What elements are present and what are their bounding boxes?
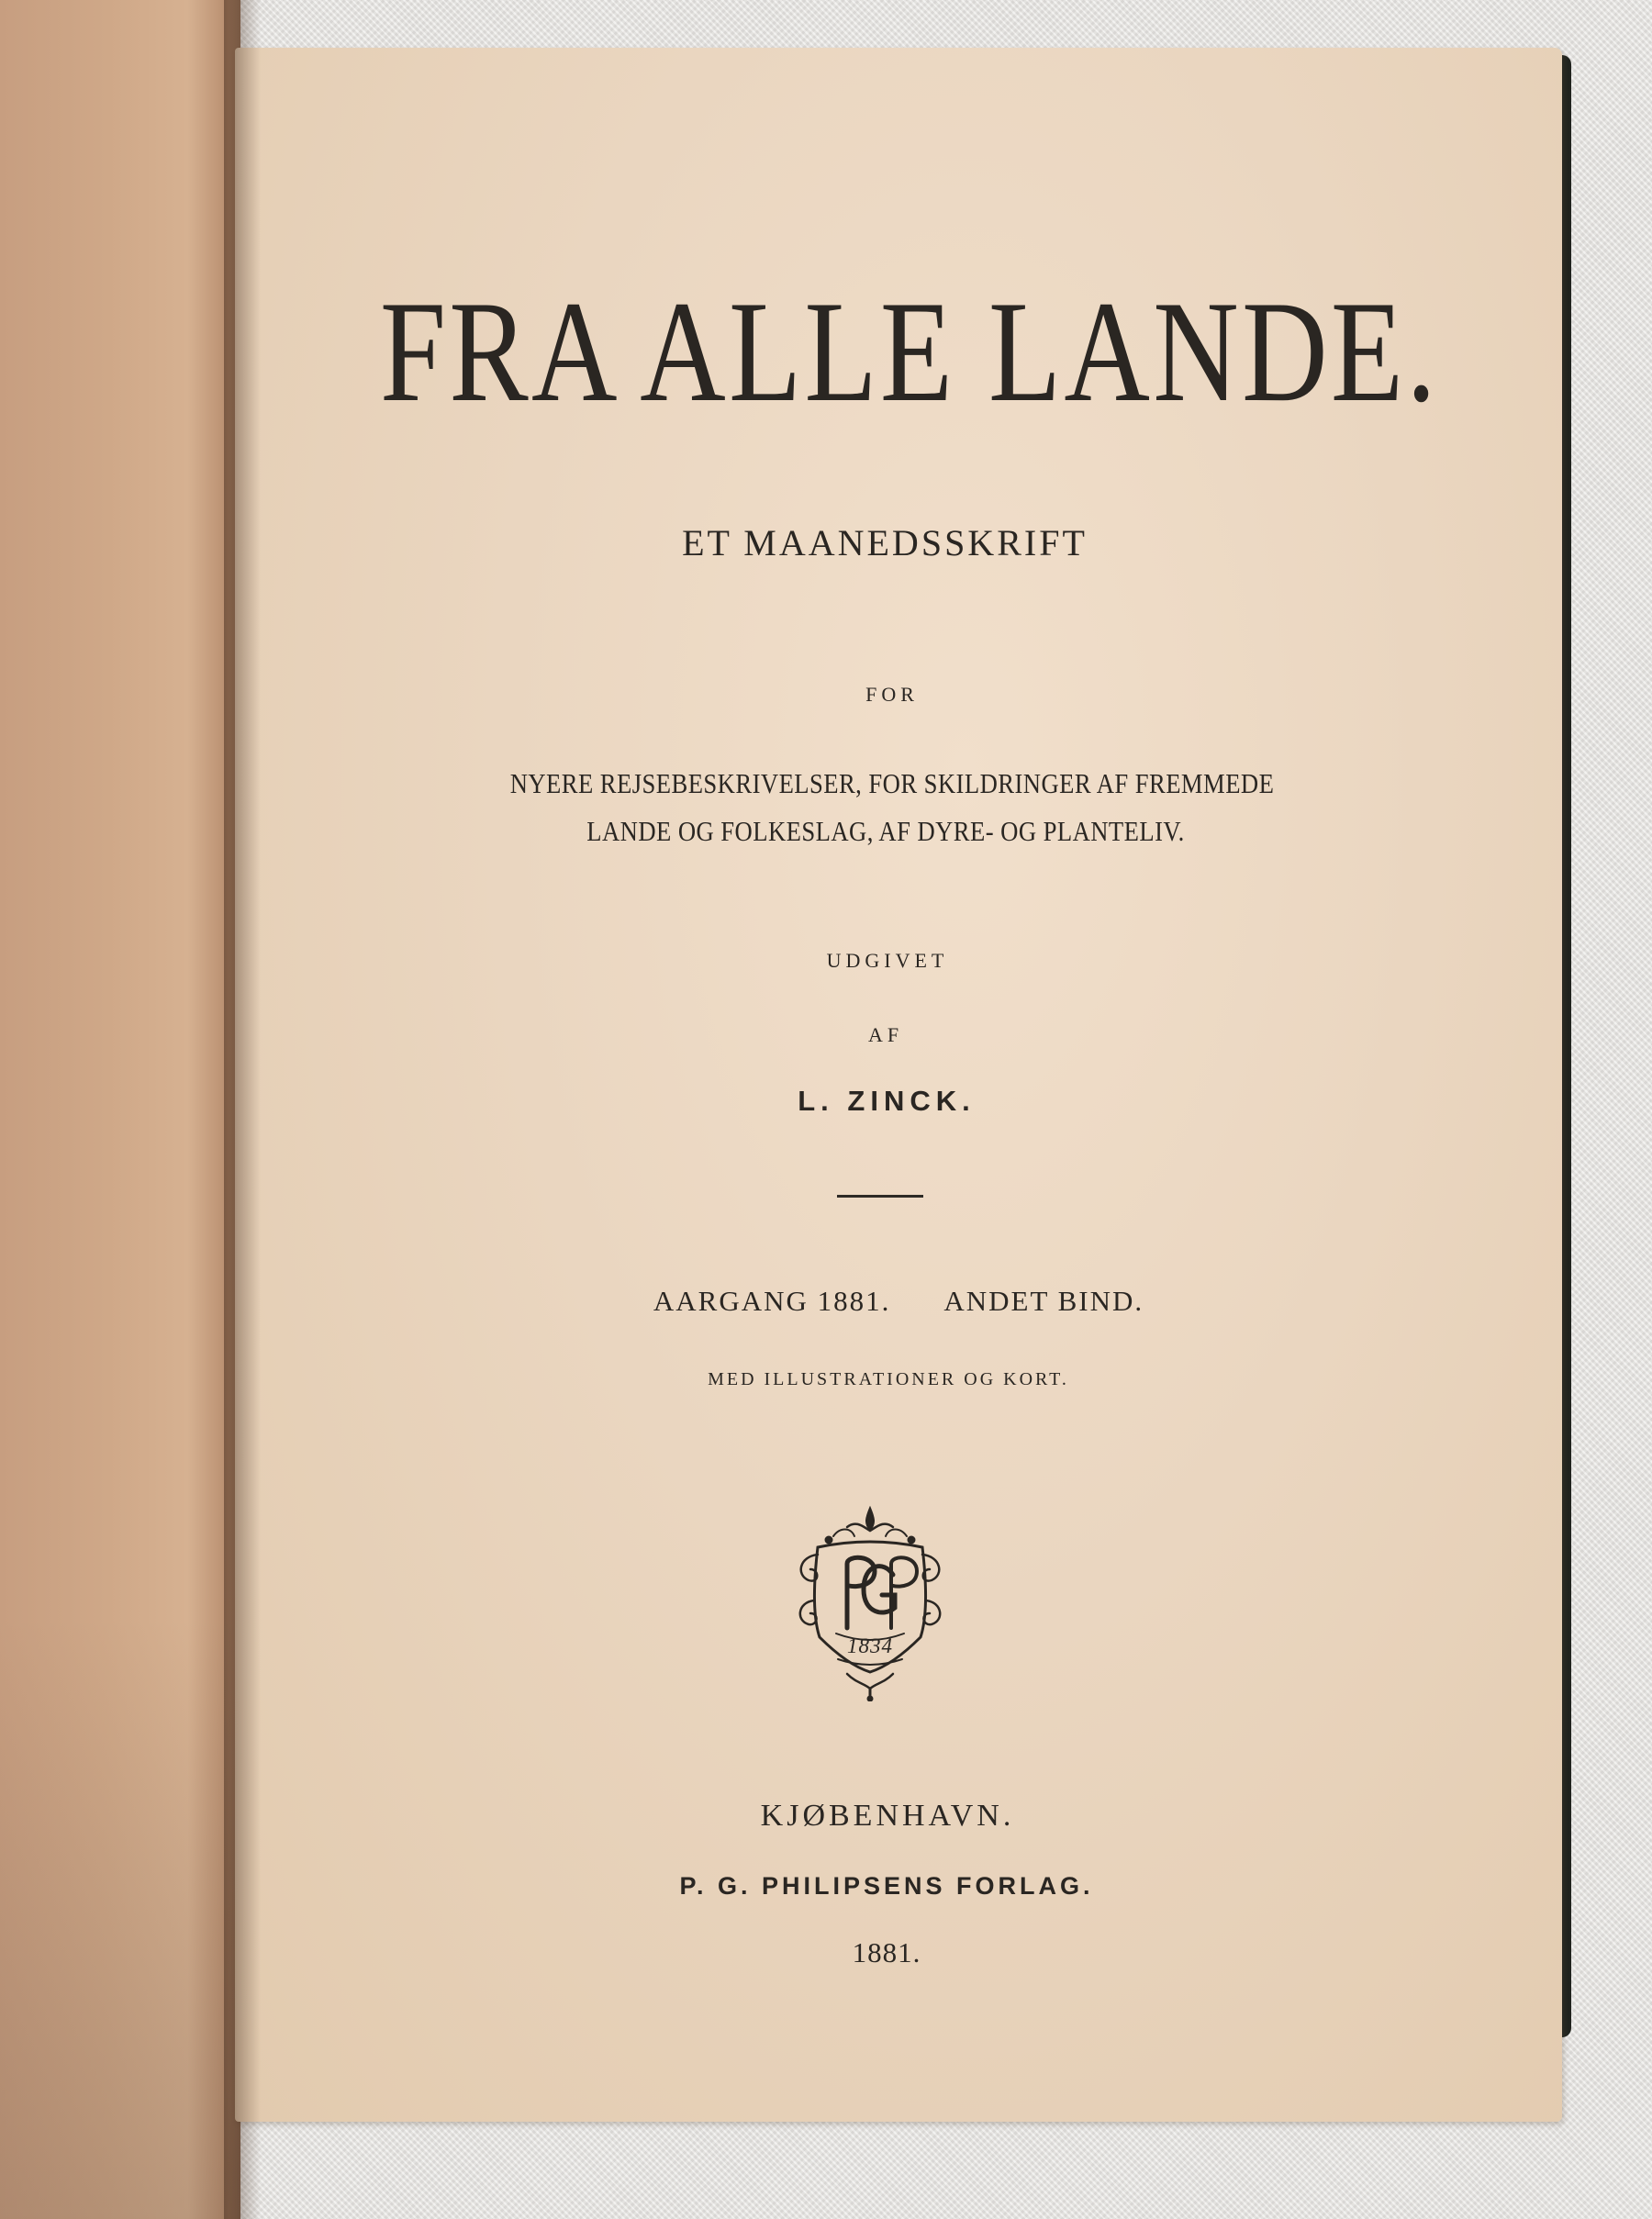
book-gutter-shadow: [224, 0, 261, 2219]
emblem-year: 1834: [847, 1634, 893, 1657]
editor-name: L. ZINCK.: [798, 1085, 976, 1117]
illustrations-note: MED ILLUSTRATIONER OG KORT.: [708, 1369, 1069, 1389]
book-subtitle: ET MAANEDSSKRIFT: [682, 522, 1088, 563]
publication-year: 1881.: [852, 1936, 921, 1968]
publisher-name: P. G. PHILIPSENS FORLAG.: [679, 1872, 1094, 1900]
publication-city: KJØBENHAVN.: [760, 1799, 1015, 1833]
publisher-monogram-emblem-icon: [783, 1500, 957, 1701]
for-label: FOR: [865, 683, 919, 706]
volume-year: AARGANG 1881.: [653, 1285, 891, 1317]
left-page-shadow: [0, 1615, 240, 2219]
title-page: [235, 48, 1562, 2122]
published-label: UDGIVET: [826, 949, 949, 972]
book-title: FRA ALLE LANDE.: [379, 272, 1440, 432]
description-line-2: LANDE OG FOLKESLAG, AF DYRE- OG PLANTELIV.: [586, 815, 1185, 847]
volume-info: [235, 1285, 1562, 1318]
by-label: AF: [867, 1023, 904, 1046]
description-line-1: NYERE REJSEBESKRIVELSER, FOR SKILDRINGER AF FREMMEDE: [509, 767, 1275, 799]
divider-rule: [837, 1195, 923, 1198]
volume-number: ANDET BIND.: [943, 1285, 1144, 1317]
